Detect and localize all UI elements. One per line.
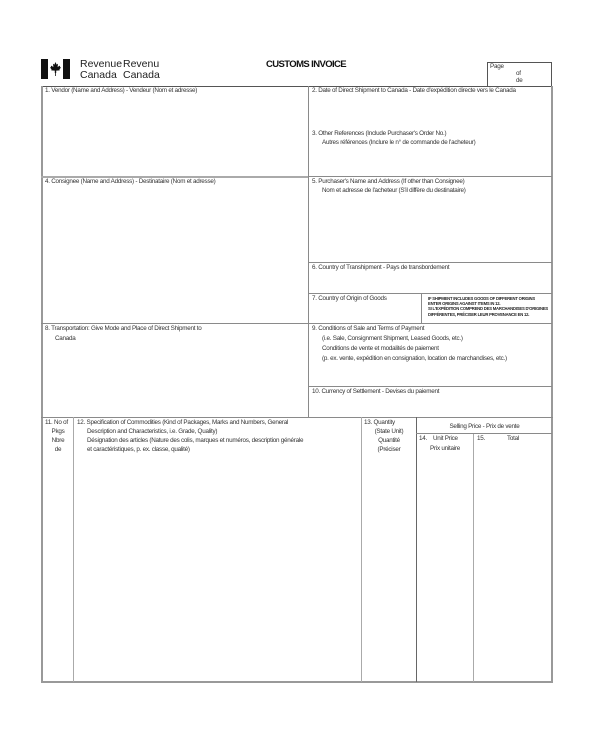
box5-purchaser-label-1: 5. Purchaser's Name and Address (If other than Consignee) <box>312 178 465 185</box>
page-number-box[interactable] <box>487 62 552 86</box>
canada-flag-logo <box>41 59 70 79</box>
agency-name-fr-2: Canada <box>123 69 160 81</box>
box4-consignee-label: 4. Consignee (Name and Address) - Destinataire (Nom et adresse) <box>45 178 216 185</box>
box3-references-label-1: 3. Other References (Include Purchaser's Order No.) <box>312 130 447 137</box>
agency-name-en-1: Revenue <box>80 58 123 70</box>
box9-conditions-label-2: (i.e. Sale, Consignment Shipment, Leased Goods, etc.) <box>322 335 463 342</box>
vendor-field[interactable] <box>43 96 307 175</box>
col12-header-1: 12. Specification of Commodities (Kind of Packages, Marks and Numbers, General <box>77 419 289 426</box>
maple-leaf-icon <box>50 62 61 76</box>
conditions-sale-field[interactable] <box>310 364 550 385</box>
col11-header-3: Nbre <box>51 437 65 444</box>
box10-currency-label: 10. Currency of Settlement - Devises du paiement <box>312 388 440 395</box>
box6-transhipment-label: 6. Country of Transhipment - Pays de transbordement <box>312 264 450 271</box>
col14-header-2: Prix unitaire <box>430 445 460 452</box>
col14-number: 14. <box>419 435 428 442</box>
box1-vendor-label: 1. Vendor (Name and Address) - Vendeur (Nom et adresse) <box>45 87 198 94</box>
box7-note-4: DIFFÉRENTES, PRÉCISER LEUR PROVENANCE EN 12. <box>428 312 530 317</box>
frame-bottom <box>41 681 553 683</box>
quantity-column-field[interactable] <box>362 460 415 680</box>
box2-date-label: 2. Date of Direct Shipment to Canada - Date d'expédition directe vers le Canada <box>312 87 516 94</box>
commodities-column-field[interactable] <box>74 460 360 680</box>
transhipment-field[interactable] <box>310 273 550 292</box>
currency-field[interactable] <box>310 397 550 416</box>
col13-header-4: (Préciser <box>377 446 401 453</box>
col13-header-1: 13. Quantity <box>364 419 395 426</box>
box7-note-2: ENTER ORIGINS AGAINST ITEMS IN 12. <box>428 301 501 306</box>
unit-price-column-field[interactable] <box>417 460 472 680</box>
col12-header-4: et caractéristiques, p. ex. classe, qualité) <box>87 446 190 453</box>
box7-note-1: IF SHIPMENT INCLUDES GOODS OF DIFFERENT ORIGINS <box>428 296 535 301</box>
col14-header-1: Unit Price <box>433 435 458 442</box>
shipment-date-field[interactable] <box>310 96 550 126</box>
selling-price-header: Selling Price - Prix de vente <box>449 423 520 430</box>
box9-conditions-label-4: (p. ex. vente, expédition en consignation, location de marchandises, etc.) <box>322 355 507 362</box>
col11-header-1: 11. No of <box>45 419 68 426</box>
other-references-field[interactable] <box>310 148 550 175</box>
col15-number: 15. <box>477 435 486 442</box>
box7-origin-label: 7. Country of Origin of Goods <box>312 295 387 302</box>
consignee-field[interactable] <box>43 188 307 322</box>
box5-purchaser-label-2: Nom et adresse de l'acheteur (S'il diffère du destinataire) <box>322 187 466 194</box>
transportation-field[interactable] <box>43 344 307 416</box>
col13-header-3: Quantité <box>378 437 400 444</box>
box8-transport-label-1: 8. Transportation: Give Mode and Place of Direct Shipment to <box>45 325 202 332</box>
divider-b7-note <box>421 293 422 323</box>
purchaser-field[interactable] <box>310 196 550 261</box>
packages-column-field[interactable] <box>43 460 72 680</box>
box9-conditions-label-3: Conditions de vente et modalités de paiement <box>322 345 439 352</box>
col15-header-1: Total <box>507 435 520 442</box>
page-de-label: de <box>516 77 523 84</box>
agency-name-fr-1: Revenu <box>123 58 160 70</box>
col12-header-3: Désignation des articles (Nature des colis, marques et numéros, description générale <box>87 437 304 444</box>
box7-note-3: SI L'EXPÉDITION COMPREND DES MARCHANDISES D'ORIGINES <box>428 306 549 311</box>
box3-references-label-2: Autres références (Inclure le n° de commande de l'acheteur) <box>322 139 476 146</box>
form-title: CUSTOMS INVOICE <box>266 59 347 70</box>
agency-name-en-2: Canada <box>80 69 117 81</box>
total-column-field[interactable] <box>474 460 550 680</box>
box9-conditions-label-1: 9. Conditions of Sale and Terms of Payment <box>312 325 425 332</box>
col12-header-2: Description and Characteristics, i.e. Grade, Quality) <box>87 428 218 435</box>
page-of-label: of <box>516 70 521 77</box>
country-origin-field[interactable] <box>310 304 420 322</box>
col11-header-4: de <box>54 446 62 453</box>
col11-header-2: Pkgs <box>51 428 65 435</box>
box8-transport-label-2: Canada <box>55 335 76 342</box>
col13-header-2: (State Unit) <box>374 428 404 435</box>
column-divider <box>308 86 309 417</box>
page-label: Page <box>490 63 504 70</box>
